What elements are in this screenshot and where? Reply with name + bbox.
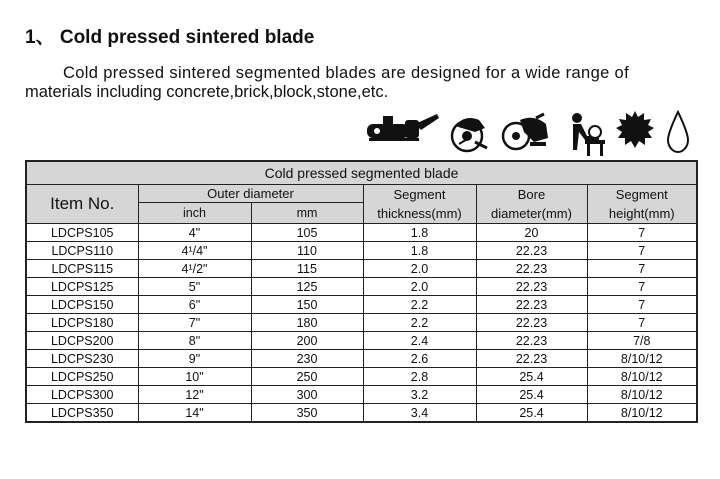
cell-segment-thickness: 2.4 — [363, 332, 476, 350]
header-segment-thickness-line1: Segment — [393, 187, 446, 202]
cut-off-saw-icon — [500, 110, 552, 154]
cell-segment-thickness: 1.8 — [363, 224, 476, 242]
cell-segment-thickness: 2.0 — [363, 260, 476, 278]
circular-saw-icon — [445, 110, 491, 154]
cell-item-no: LDCPS150 — [26, 296, 138, 314]
cell-mm: 105 — [251, 224, 363, 242]
header-segment-height — [587, 185, 697, 224]
table-row — [26, 386, 697, 404]
cell-bore-diameter: 25.4 — [476, 368, 587, 386]
cell-bore-diameter: 25.4 — [476, 404, 587, 423]
cell-item-no: LDCPS250 — [26, 368, 138, 386]
cell-inch: 9" — [138, 350, 251, 368]
water-drop-icon — [665, 110, 691, 154]
cell-mm: 110 — [251, 242, 363, 260]
table-row — [26, 350, 697, 368]
cell-segment-height: 8/10/12 — [587, 368, 697, 386]
cell-item-no: LDCPS230 — [26, 350, 138, 368]
cell-mm: 180 — [251, 314, 363, 332]
application-icons — [365, 110, 695, 158]
cell-bore-diameter: 25.4 — [476, 386, 587, 404]
table-title: Cold pressed segmented blade — [26, 161, 697, 185]
cell-inch: 10" — [138, 368, 251, 386]
cell-inch: 12" — [138, 386, 251, 404]
cell-segment-thickness: 2.0 — [363, 278, 476, 296]
cell-segment-height: 7 — [587, 260, 697, 278]
cell-mm: 300 — [251, 386, 363, 404]
cell-segment-height: 7 — [587, 314, 697, 332]
header-bore-line1: Bore — [517, 187, 546, 202]
header-mm: mm — [251, 203, 363, 224]
cell-item-no: LDCPS200 — [26, 332, 138, 350]
cell-bore-diameter: 22.23 — [476, 296, 587, 314]
cell-inch: 14" — [138, 404, 251, 423]
cell-mm: 250 — [251, 368, 363, 386]
cell-bore-diameter: 22.23 — [476, 350, 587, 368]
table-row — [26, 368, 697, 386]
cell-segment-height: 7 — [587, 296, 697, 314]
cell-segment-thickness: 1.8 — [363, 242, 476, 260]
cell-segment-thickness: 3.2 — [363, 386, 476, 404]
cell-item-no: LDCPS180 — [26, 314, 138, 332]
header-item-no: Item No. — [26, 185, 138, 224]
cell-bore-diameter: 22.23 — [476, 260, 587, 278]
table-row — [26, 296, 697, 314]
cell-segment-thickness: 2.8 — [363, 368, 476, 386]
header-segment-thickness-line2: thickness(mm) — [377, 206, 462, 221]
table-row — [26, 332, 697, 350]
header-outer-diameter: Outer diameter — [138, 185, 363, 203]
cell-inch: 4" — [138, 224, 251, 242]
cell-inch: 5" — [138, 278, 251, 296]
cell-item-no: LDCPS350 — [26, 404, 138, 423]
cell-item-no: LDCPS125 — [26, 278, 138, 296]
cell-segment-height: 8/10/12 — [587, 386, 697, 404]
header-segment-height-line1: Segment — [615, 187, 668, 202]
cell-segment-height: 7 — [587, 224, 697, 242]
cell-inch: 8" — [138, 332, 251, 350]
table-row — [26, 314, 697, 332]
cell-mm: 125 — [251, 278, 363, 296]
cell-bore-diameter: 22.23 — [476, 314, 587, 332]
cell-item-no: LDCPS105 — [26, 224, 138, 242]
cell-segment-thickness: 3.4 — [363, 404, 476, 423]
table-row — [26, 404, 697, 423]
cell-mm: 150 — [251, 296, 363, 314]
cell-segment-height: 8/10/12 — [587, 404, 697, 423]
cell-item-no: LDCPS110 — [26, 242, 138, 260]
cell-segment-thickness: 2.2 — [363, 296, 476, 314]
cell-mm: 230 — [251, 350, 363, 368]
blade-disc-icon — [615, 110, 655, 150]
cell-segment-height: 7 — [587, 278, 697, 296]
section-heading — [25, 22, 314, 49]
cell-bore-diameter: 22.23 — [476, 278, 587, 296]
cell-segment-thickness: 2.2 — [363, 314, 476, 332]
cell-inch: 4¹/4" — [138, 242, 251, 260]
cell-inch: 6" — [138, 296, 251, 314]
cell-segment-height: 7 — [587, 242, 697, 260]
table-row — [26, 242, 697, 260]
cell-item-no: LDCPS115 — [26, 260, 138, 278]
table-row — [26, 260, 697, 278]
header-segment-height-line2: height(mm) — [608, 206, 675, 221]
angle-grinder-icon — [365, 110, 440, 150]
header-segment-thickness — [363, 185, 476, 224]
cell-bore-diameter: 22.23 — [476, 242, 587, 260]
description-paragraph — [25, 64, 695, 102]
header-bore-line2: diameter(mm) — [491, 206, 572, 221]
cell-segment-height: 8/10/12 — [587, 350, 697, 368]
header-inch: inch — [138, 203, 251, 224]
section-number: 1、 — [25, 27, 55, 48]
header-bore-diameter — [476, 185, 587, 224]
cell-mm: 115 — [251, 260, 363, 278]
table-saw-icon — [565, 110, 607, 158]
cell-item-no: LDCPS300 — [26, 386, 138, 404]
cell-mm: 350 — [251, 404, 363, 423]
cell-bore-diameter: 20 — [476, 224, 587, 242]
cell-segment-height: 7/8 — [587, 332, 697, 350]
description-line-2: materials including concrete,brick,block,stone,etc. — [25, 83, 389, 101]
cell-inch: 7" — [138, 314, 251, 332]
cell-mm: 200 — [251, 332, 363, 350]
spec-table-body — [26, 224, 697, 423]
section-title: Cold pressed sintered blade — [59, 27, 315, 48]
cell-bore-diameter: 22.23 — [476, 332, 587, 350]
description-line-1: Cold pressed sintered segmented blades are designed for a wide range of — [63, 64, 630, 82]
table-row — [26, 224, 697, 242]
cell-inch: 4¹/2" — [138, 260, 251, 278]
cell-segment-thickness: 2.6 — [363, 350, 476, 368]
table-row — [26, 278, 697, 296]
spec-table — [25, 160, 698, 423]
